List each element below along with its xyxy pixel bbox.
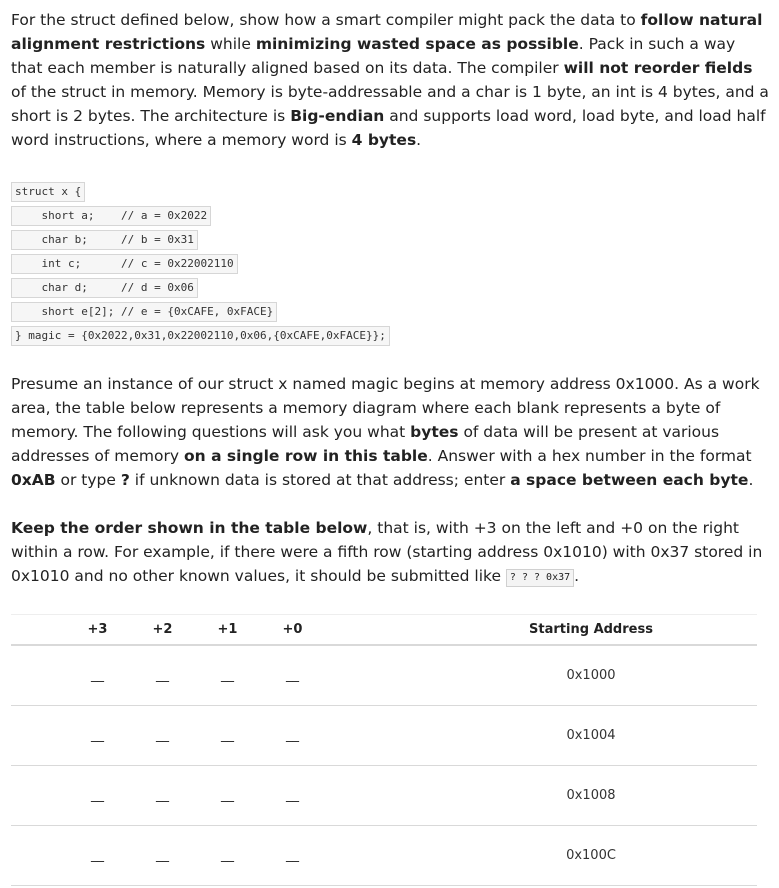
intro-paragraph: [11, 8, 771, 152]
intro-bold-3: will not reorder fields: [563, 59, 753, 77]
byte-blank[interactable]: __: [221, 787, 234, 803]
header-offset-0: +0: [282, 621, 303, 637]
p3-text-2: .: [574, 567, 580, 585]
code-line-d: [11, 278, 198, 298]
code-field-b: char b;: [41, 233, 88, 246]
intro-bold-2: minimizing wasted space as possible: [255, 35, 579, 53]
instructions-paragraph: [11, 372, 771, 492]
code-line-e: [11, 302, 277, 322]
code-field-a: short a;: [41, 209, 95, 222]
intro-bold-5: 4 bytes: [351, 131, 417, 149]
struct-code-block: [11, 180, 769, 348]
p3-text-1: , that is, with +3 on the left and +0 on the right within a row. For example, if there were a fifth row (starting address 0x1010) with 0x37 stored in 0x1010 and no other known values, it should be submitted like: [11, 519, 763, 585]
p2-bold-4: ?: [120, 471, 130, 489]
table-row: [11, 766, 757, 826]
header-offset-2: +2: [152, 621, 173, 637]
p3-bold-1: Keep the order shown in the table below: [11, 519, 368, 537]
row-address: 0x1004: [566, 727, 616, 743]
p2-text-1: Presume an instance of our struct x named magic begins at memory address 0x1000. As a work area, the table below represents a memory diagram where each blank represents a byte of memory. The following questions will ask you what: [11, 375, 760, 441]
p2-bold-1: bytes: [410, 423, 459, 441]
order-paragraph: [11, 516, 771, 588]
p2-bold-2: on a single row in this table: [184, 447, 428, 465]
code-comment-a: // a = 0x2022: [120, 209, 208, 222]
table-row: [11, 826, 757, 886]
intro-text-3: . Pack in such a way that each member is naturally aligned based on its data. The compiler: [11, 35, 736, 77]
row-address: 0x1000: [566, 667, 616, 683]
table-row: [11, 706, 757, 766]
intro-text-1: For the struct defined below, show how a smart compiler might pack the data to: [11, 11, 641, 29]
table-row: [11, 646, 757, 706]
example-answer-code: ? ? ? 0x37: [506, 569, 574, 587]
intro-bold-1: follow natural alignment restrictions: [11, 11, 763, 53]
p2-bold-5: a space between each byte: [510, 471, 749, 489]
p2-bold-3: 0xAB: [11, 471, 56, 489]
byte-blank[interactable]: __: [286, 727, 299, 743]
row-address: 0x100C: [566, 847, 616, 863]
code-comment-c: // c = 0x22002110: [121, 257, 234, 270]
p2-text-3: . Answer with a hex number in the format: [427, 447, 752, 465]
byte-blank[interactable]: __: [156, 667, 169, 683]
byte-blank[interactable]: __: [91, 787, 104, 803]
code-comment-b: // b = 0x31: [120, 233, 194, 246]
p2-text-5: if unknown data is stored at that address; enter: [129, 471, 511, 489]
p2-text-2: of data will be present at various addresses of memory: [11, 423, 720, 465]
memory-table-header: [11, 614, 757, 646]
byte-blank[interactable]: __: [156, 727, 169, 743]
byte-blank[interactable]: __: [221, 727, 234, 743]
code-comment-d: // d = 0x06: [120, 281, 194, 294]
intro-text-6: .: [416, 131, 422, 149]
p2-text-4: or type: [55, 471, 121, 489]
byte-blank[interactable]: __: [156, 847, 169, 863]
row-address: 0x1008: [566, 787, 616, 803]
header-offset-3: +3: [87, 621, 108, 637]
intro-text-2: while: [205, 35, 256, 53]
header-starting-address: Starting Address: [529, 621, 653, 637]
byte-blank[interactable]: __: [286, 847, 299, 863]
code-field-d: char d;: [41, 281, 88, 294]
code-struct-close: } magic = {0x2022,0x31,0x22002110,0x06,{0xCAFE,0xFACE}};: [11, 326, 390, 346]
code-line-a: [11, 206, 211, 226]
byte-blank[interactable]: __: [91, 667, 104, 683]
memory-table: [11, 614, 757, 886]
p2-text-6: .: [748, 471, 754, 489]
code-line-c: [11, 254, 238, 274]
header-offset-1: +1: [217, 621, 238, 637]
byte-blank[interactable]: __: [286, 787, 299, 803]
byte-blank[interactable]: __: [221, 667, 234, 683]
intro-text-5: and supports load word, load byte, and load half word instructions, where a memory word is: [11, 107, 766, 149]
byte-blank[interactable]: __: [221, 847, 234, 863]
code-line-b: [11, 230, 198, 250]
byte-blank[interactable]: __: [286, 667, 299, 683]
code-struct-open: struct x {: [11, 182, 85, 202]
intro-bold-4: Big-endian: [290, 107, 385, 125]
intro-text-4: of the struct in memory. Memory is byte-addressable and a char is 1 byte, an int is 4 bytes, and a short is 2 bytes. The architecture is: [11, 83, 769, 125]
code-field-e: short e[2]; // e = {0xCAFE, 0xFACE}: [41, 305, 274, 318]
byte-blank[interactable]: __: [91, 727, 104, 743]
code-field-c: int c;: [41, 257, 82, 270]
byte-blank[interactable]: __: [156, 787, 169, 803]
byte-blank[interactable]: __: [91, 847, 104, 863]
